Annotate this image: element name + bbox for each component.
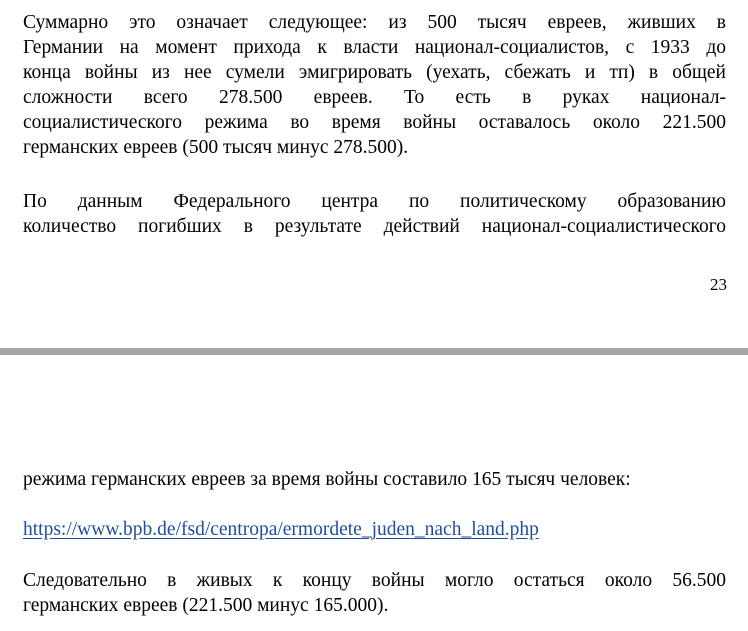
paragraph-survivors	[23, 568, 726, 618]
paragraph-emigration-summary	[23, 10, 726, 160]
text-line: конца войны из нее сумели эмигрировать (уехать, сбежать и тп) в общей	[23, 62, 726, 83]
source-link[interactable]: https://www.bpb.de/fsd/centropa/ermordete_juden_nach_land.php	[23, 519, 539, 540]
text-line: количество погибших в результате действий национал-социалистического	[23, 216, 726, 237]
paragraph-federal-center	[23, 189, 726, 239]
text-line: германских евреев (500 тысяч минус 278.500).	[23, 137, 409, 158]
document-page-bottom	[0, 355, 748, 631]
text-line: Суммарно это означает следующее: из 500 тысяч евреев, живших в	[23, 12, 726, 33]
source-link-paragraph	[23, 517, 726, 542]
text-line: режима германских евреев за время войны составило 165 тысяч человек:	[23, 469, 631, 490]
page-number: 23	[710, 275, 727, 294]
text-line: Германии на момент прихода к власти национал-социалистов, с 1933 до	[23, 37, 726, 58]
paragraph-casualties	[23, 467, 726, 492]
text-line: социалистического режима во время войны оставалось около 221.500	[23, 112, 726, 133]
page-separator	[0, 348, 748, 355]
text-line: По данным Федерального центра по политическому образованию	[23, 191, 726, 212]
text-line: германских евреев (221.500 минус 165.000).	[23, 595, 389, 616]
text-line: сложности всего 278.500 евреев. То есть в руках национал-	[23, 87, 726, 108]
text-line: Следовательно в живых к концу войны могло остаться около 56.500	[23, 570, 726, 591]
